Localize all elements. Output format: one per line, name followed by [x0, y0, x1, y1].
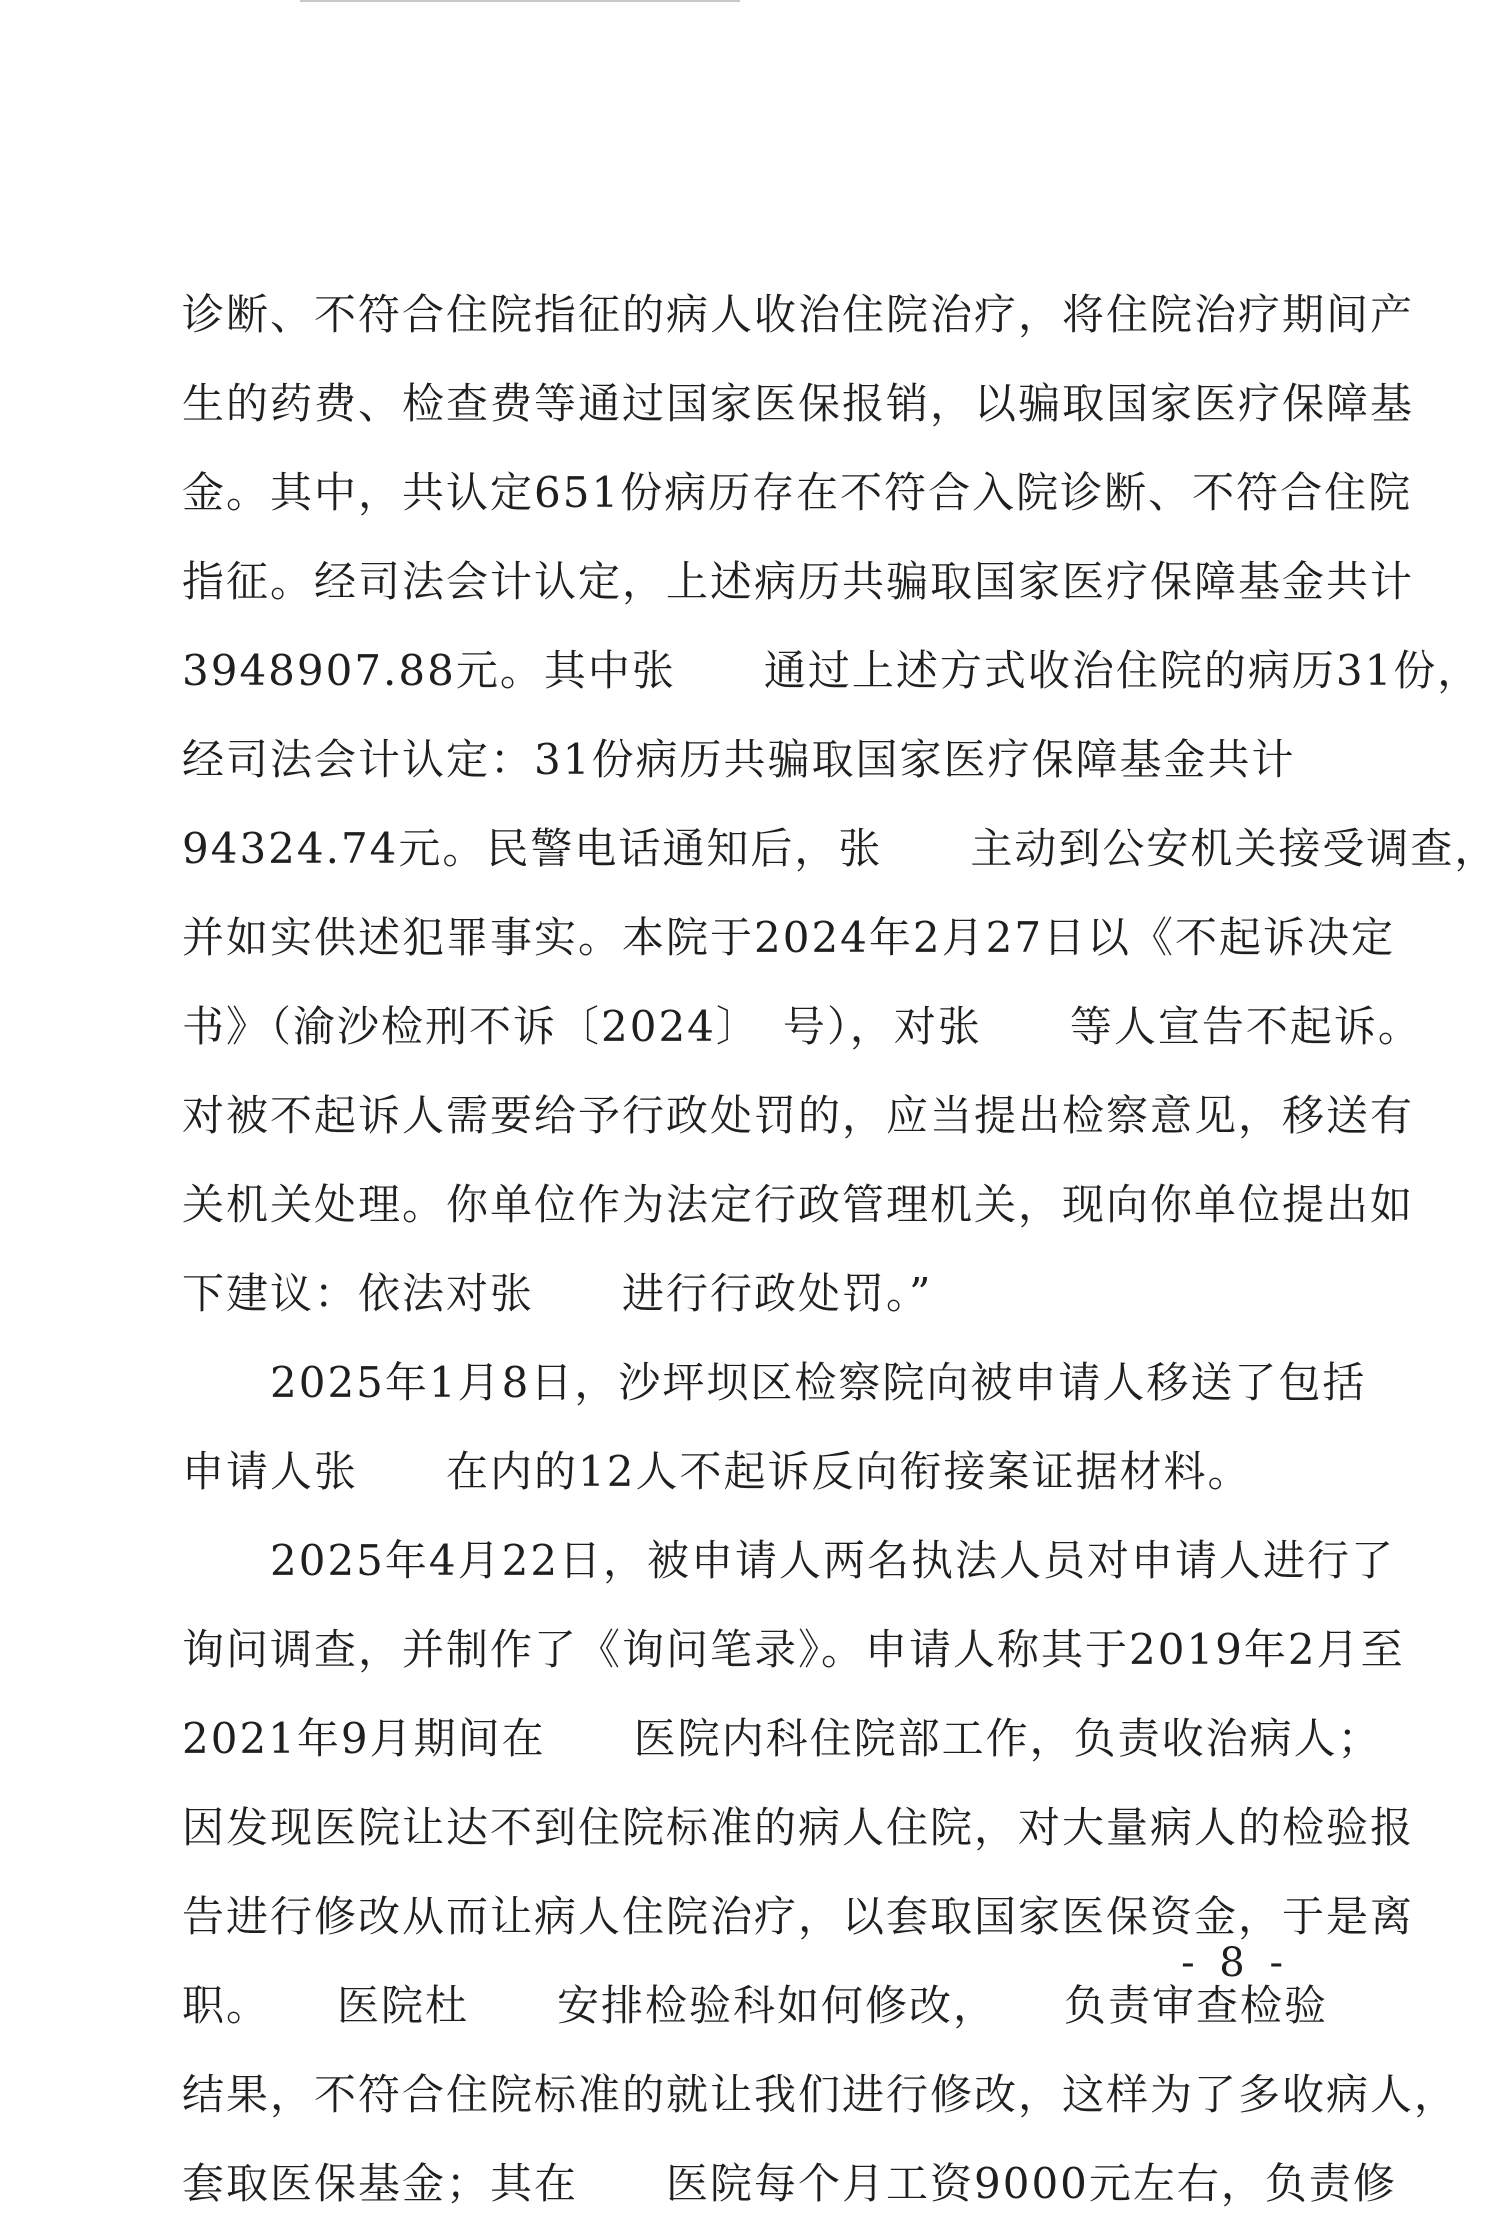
text-line: 对被不起诉人需要给予行政处罚的，应当提出检察意见，移送有	[182, 1091, 1415, 1140]
text-line: 书》（渝沙检刑不诉〔2024〕 号），对张 等人宣告不起诉。	[182, 1002, 1422, 1051]
text-line: 指征。经司法会计认定，上述病历共骗取国家医疗保障基金共计	[182, 557, 1415, 606]
text-line: 94324.74元。民警电话通知后，张 主动到公安机关接受调查，	[182, 824, 1498, 873]
text-line: 告进行修改从而让病人住院治疗，以套取国家医保资金，于是离	[182, 1892, 1415, 1941]
page-number: - 8 -	[1181, 1940, 1289, 1986]
paragraph-start-line: 2025年4月22日，被申请人两名执法人员对申请人进行了	[270, 1536, 1396, 1585]
text-line: 并如实供述犯罪事实。本院于2024年2月27日以《不起诉决定	[182, 913, 1396, 962]
text-line: 结果，不符合住院标准的就让我们进行修改，这样为了多收病人，	[182, 2070, 1459, 2119]
text-line: 3948907.88元。其中张 通过上述方式收治住院的病历31份，	[182, 646, 1482, 695]
text-line: 2021年9月期间在 医院内科住院部工作，负责收治病人；	[182, 1714, 1382, 1763]
text-line: 生的药费、检查费等通过国家医保报销，以骗取国家医疗保障基	[182, 379, 1415, 428]
text-line: 诊断、不符合住院指征的病人收治住院治疗，将住院治疗期间产	[182, 290, 1415, 339]
document-body	[182, 270, 1498, 2228]
text-line: 申请人张 在内的12人不起诉反向衔接案证据材料。	[182, 1447, 1252, 1496]
text-line: 金。其中，共认定651份病历存在不符合入院诊断、不符合住院	[182, 468, 1413, 517]
text-line: 经司法会计认定：31份病历共骗取国家医疗保障基金共计	[182, 735, 1296, 784]
scan-edge-line	[300, 0, 740, 2]
text-line: 职。 医院杜 安排检验科如何修改， 负责审查检验	[182, 1981, 1329, 2030]
text-line: 询问调查，并制作了《询问笔录》。申请人称其于2019年2月至	[182, 1625, 1405, 1674]
text-line: 下建议：依法对张 进行行政处罚。”	[182, 1269, 933, 1318]
paragraph-start-line: 2025年1月8日，沙坪坝区检察院向被申请人移送了包括	[270, 1358, 1367, 1407]
text-line: 套取医保基金；其在 医院每个月工资9000元左右，负责修	[182, 2159, 1397, 2208]
text-line: 因发现医院让达不到住院标准的病人住院，对大量病人的检验报	[182, 1803, 1415, 1852]
text-line: 关机关处理。你单位作为法定行政管理机关，现向你单位提出如	[182, 1180, 1415, 1229]
